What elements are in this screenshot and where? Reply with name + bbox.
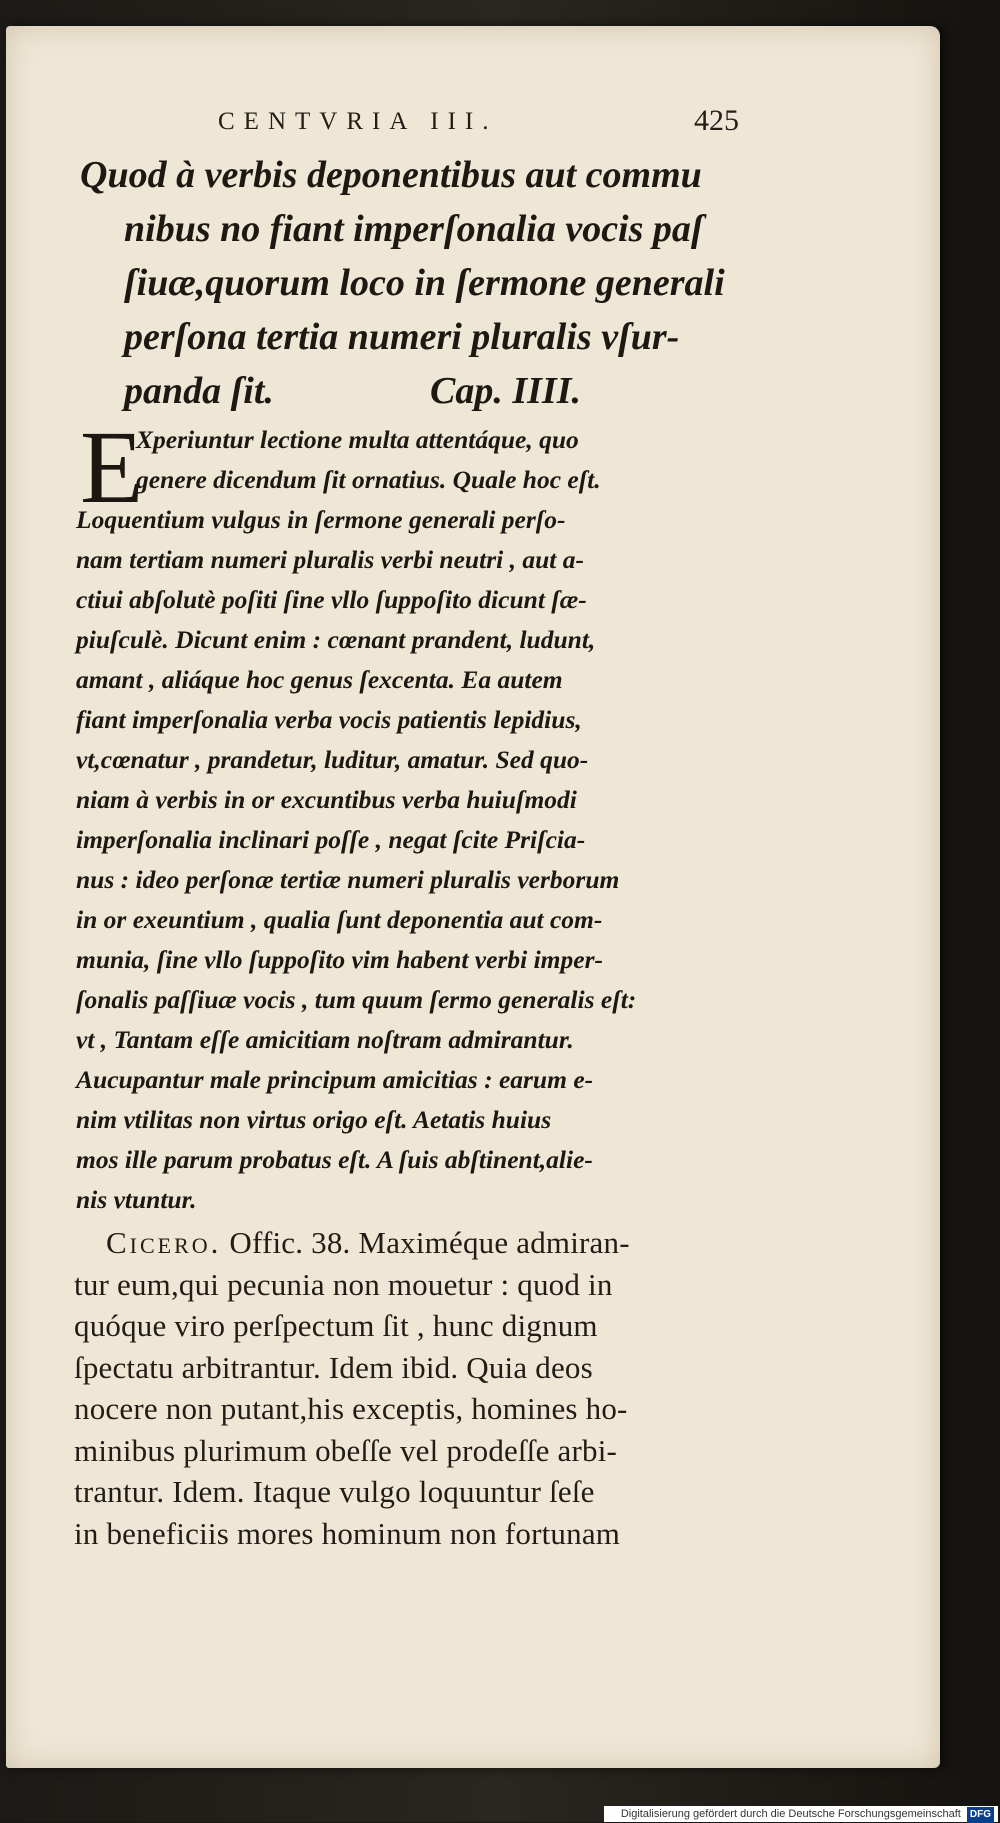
drop-cap: E bbox=[80, 410, 144, 525]
text-line: Loquentium vulgus in ſermone generali perſo- bbox=[76, 505, 566, 534]
text-line: nis vtuntur. bbox=[76, 1185, 197, 1214]
heading-line: nibus no fiant imperſonalia vocis paſ bbox=[124, 208, 704, 250]
text-line: nam tertiam numeri pluralis verbi neutri , aut a- bbox=[76, 545, 584, 574]
heading-line-end: panda ſit. bbox=[124, 370, 274, 412]
digitization-credit bbox=[604, 1806, 998, 1822]
text-line: tur eum,qui pecunia non mouetur : quod in bbox=[74, 1266, 613, 1302]
text-line-rest: Offic. 38. Maximéque admiran- bbox=[229, 1225, 630, 1260]
text-line: in beneficiis mores hominum non fortunam bbox=[74, 1515, 621, 1551]
text-line: amant , aliáque hoc genus ſexcenta. Ea autem bbox=[76, 665, 563, 694]
text-line: vt,cœnatur , prandetur, luditur, amatur. Sed quo- bbox=[76, 745, 589, 774]
heading-line bbox=[80, 364, 770, 418]
text-line: ctiui abſolutè poſiti ſine vllo ſuppoſito dicunt ſæ- bbox=[76, 585, 587, 614]
text-line: genere dicendum ſit ornatius. Quale hoc eſt. bbox=[136, 465, 601, 494]
roman-paragraph bbox=[74, 1222, 764, 1554]
dfg-logo: DFG bbox=[967, 1807, 994, 1823]
text-line: vt , Tantam eſſe amicitiam noſtram admirantur. bbox=[76, 1025, 574, 1054]
text-line bbox=[74, 1222, 764, 1264]
text-line: ſpectatu arbitrantur. Idem ibid. Quia deos bbox=[74, 1349, 593, 1385]
author-name: Cicero. bbox=[106, 1225, 222, 1260]
text-line: niam à verbis in or excuntibus verba huiuſmodi bbox=[76, 785, 577, 814]
text-line: trantur. Idem. Itaque vulgo loquuntur ſeſe bbox=[74, 1474, 595, 1509]
heading-line: perſona tertia numeri pluralis vſur- bbox=[124, 316, 680, 358]
text-line: ſonalis paſſiuæ vocis , tum quum ſermo generalis eſt: bbox=[76, 985, 637, 1014]
text-line: quóque viro perſpectum ſit , hunc dignum bbox=[74, 1308, 598, 1343]
credit-text: Digitalisierung gefördert durch die Deutsche Forschungsgemeinschaft bbox=[620, 1808, 961, 1820]
heading-line: ſiuæ,quorum loco in ſermone generali bbox=[124, 262, 725, 304]
text-line: nus : ideo perſonæ tertiæ numeri pluralis verborum bbox=[76, 865, 620, 894]
text-line: fiant imperſonalia verba vocis patientis lepidius, bbox=[76, 705, 582, 734]
text-line: imperſonalia inclinari poſſe , negat ſcite Priſcia- bbox=[76, 825, 586, 854]
running-head: CENTVRIA III. bbox=[218, 108, 498, 135]
text-line: in or exeuntium , qualia ſunt deponentia aut com- bbox=[76, 905, 603, 934]
chapter-label: Cap. IIII. bbox=[430, 370, 581, 412]
heading-line: Quod à verbis deponentibus aut commu bbox=[80, 154, 702, 196]
text-line: munia, ſine vllo ſuppoſito vim habent verbi imper- bbox=[76, 945, 603, 974]
text-line: minibus plurimum obeſſe vel prodeſſe arbi- bbox=[74, 1432, 618, 1468]
italic-paragraph bbox=[76, 420, 756, 1220]
text-line: mos ille parum probatus eſt. A ſuis abſtinent,alie- bbox=[76, 1145, 593, 1174]
text-line: Xperiuntur lectione multa attentáque, quo bbox=[136, 425, 579, 454]
text-line: Aucupantur male principum amicitias : earum e- bbox=[76, 1065, 594, 1094]
chapter-heading bbox=[80, 148, 770, 418]
text-line: piuſculè. Dicunt enim : cœnant prandent, ludunt, bbox=[76, 625, 596, 654]
text-line: nim vtilitas non virtus origo eſt. Aetatis huius bbox=[76, 1105, 552, 1134]
text-line: nocere non putant,his exceptis, homines ho- bbox=[74, 1391, 628, 1426]
page-number: 425 bbox=[694, 104, 739, 137]
page-header bbox=[0, 104, 940, 144]
